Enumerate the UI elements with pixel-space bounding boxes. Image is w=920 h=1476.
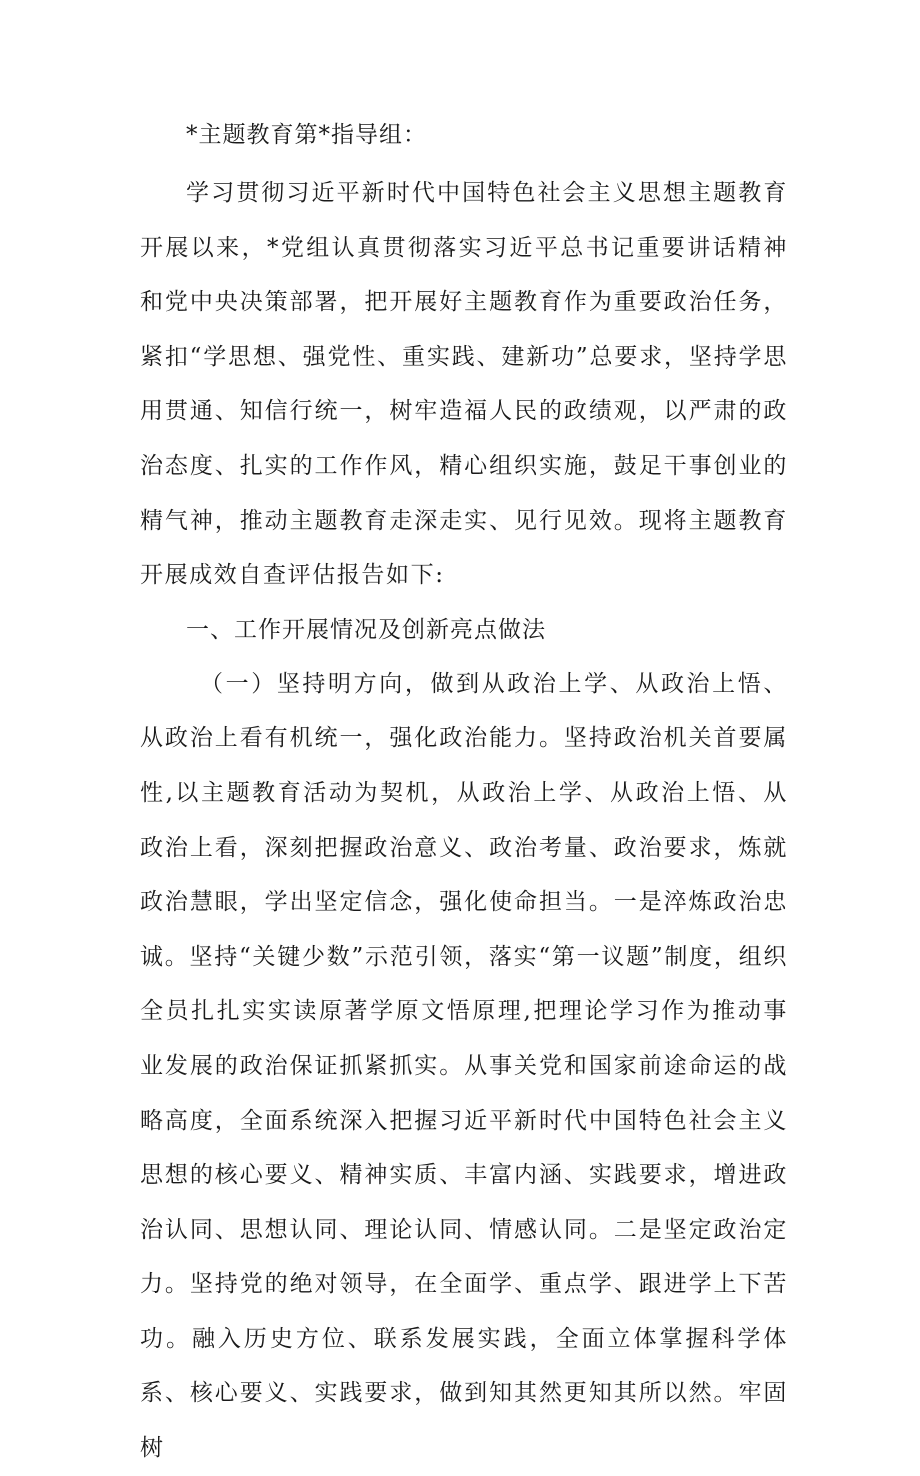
body-paragraph: （一）坚持明方向，做到从政治上学、从政治上悟、从政治上看有机统一，强化政治能力。坚持政治机关首要属性,以主题教育活动为契机，从政治上学、从政治上悟、从政治上看，深刻把握政治意义、政治考量、政治要求，炼就政治慧眼，学出坚定信念，强化使命担当。一是淬炼政治忠诚。坚持“关键少数”示范引领，落实“第一议题”制度，组织全员扎扎实实读原著学原文悟原理,把理论学习作为推动事业发展的政治保证抓紧抓实。从事关党和国家前途命运的战略高度，全面系统深入把握习近平新时代中国特色社会主义思想的核心要义、精神实质、丰富内涵、实践要求，增进政治认同、思想认同、理论认同、情感认同。二是坚定政治定力。坚持党的绝对领导，在全面学、重点学、跟进学上下苦功。融入历史方位、联系发展实践，全面立体掌握科学体系、核心要义、实践要求，做到知其然更知其所以然。牢固树 [140, 670, 788, 1462]
intro-paragraph: 学习贯彻习近平新时代中国特色社会主义思想主题教育开展以来，*党组认真贯彻落实习近平总书记重要讲话精神和党中央决策部署，把开展好主题教育作为重要政治任务，紧扣“学思想、强党性、重实践、建新功”总要求，坚持学思用贯通、知信行统一，树牢造福人民的政绩观，以严肃的政治态度、扎实的工作作风，精心组织实施，鼓足干事创业的精气神，推动主题教育走深走实、见行见效。现将主题教育开展成效自查评估报告如下: [140, 180, 788, 589]
salutation: *主题教育第*指导组： [186, 122, 427, 148]
section-heading: 一、工作开展情况及创新亮点做法 [186, 616, 546, 643]
document-body [140, 108, 788, 1476]
